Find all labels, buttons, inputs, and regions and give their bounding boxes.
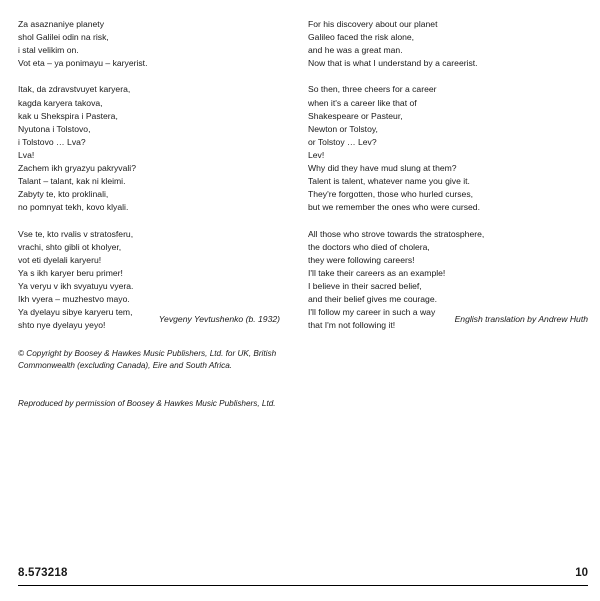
permission-notice: Reproduced by permission of Boosey & Hawkes Music Publishers, Ltd. bbox=[18, 399, 276, 408]
poem-line: Ya veryu v ikh svyatuyu vyera. bbox=[18, 280, 134, 291]
poem-line: I'll take their careers as an example! bbox=[308, 267, 446, 278]
poem-line: shto nye dyelayu yeyo! bbox=[18, 320, 106, 331]
poem-line: that I'm not following it! bbox=[308, 320, 396, 331]
poem-line: They're forgotten, those who hurled curses, bbox=[308, 189, 474, 200]
poem-line: Talent is talent, whatever name you give it. bbox=[308, 176, 470, 187]
author-attribution: Yevgeny Yevtushenko (b. 1932) bbox=[158, 314, 280, 324]
stanza bbox=[308, 83, 588, 214]
poem-line: they were following careers! bbox=[308, 254, 415, 265]
poem-line: I believe in their sacred belief, bbox=[308, 280, 422, 291]
poem-line: no pomnyat tekh, kovo klyali. bbox=[18, 202, 129, 213]
page-footer bbox=[0, 567, 600, 601]
poem-line: All those who strove towards the stratosphere, bbox=[308, 228, 485, 239]
poem-line: kak u Shekspira i Pastera, bbox=[18, 110, 118, 121]
footer-divider bbox=[18, 585, 588, 586]
poem-line: Ya s ikh karyer beru primer! bbox=[18, 267, 123, 278]
poem-line: Lva! bbox=[18, 149, 35, 160]
poem-line: Galileo faced the risk alone, bbox=[308, 32, 415, 43]
poem-line: i Tolstovo … Lva? bbox=[18, 136, 86, 147]
poem-line: Lev! bbox=[308, 149, 325, 160]
poem-line: Talant – talant, kak ni kleimi. bbox=[18, 176, 126, 187]
poem-line: For his discovery about our planet bbox=[308, 19, 438, 29]
poem-line: and he was a great man. bbox=[308, 45, 403, 56]
poem-line: and their belief gives me courage. bbox=[308, 293, 437, 304]
poem-line: Zachem ikh gryazyu pakryvali? bbox=[18, 163, 136, 174]
poem-line: or Tolstoy … Lev? bbox=[308, 136, 377, 147]
poem-line: shol Galilei odin na risk, bbox=[18, 32, 109, 43]
copyright-notice: © Copyright by Boosey & Hawkes Music Publishers, Ltd. for UK, British Commonwealth (excluding Canada), Eire and South Africa. bbox=[18, 349, 277, 371]
poem-line: Ikh vyera – muzhestvo mayo. bbox=[18, 293, 130, 304]
poem-line: i stal velikim on. bbox=[18, 45, 79, 56]
stanza bbox=[18, 18, 288, 70]
right-column-text bbox=[308, 18, 588, 345]
poem-line: but we remember the ones who were cursed. bbox=[308, 202, 480, 213]
poem-line: kagda karyera takova, bbox=[18, 97, 103, 108]
translator-attribution: English translation by Andrew Huth bbox=[454, 314, 588, 324]
left-column-text bbox=[18, 18, 288, 345]
poem-line: Newton or Tolstoy, bbox=[308, 123, 378, 134]
poem-line: vrachi, shto gibli ot kholyer, bbox=[18, 241, 122, 252]
poem-line: vot eti dyelali karyeru! bbox=[18, 254, 102, 265]
poem-line: Vse te, kto rvalis v stratosferu, bbox=[18, 228, 134, 239]
poem-line: Why did they have mud slung at them? bbox=[308, 163, 457, 174]
poem-line: Ya dyelayu sibye karyeru tem, bbox=[18, 307, 133, 318]
poem-line: when it's a career like that of bbox=[308, 97, 417, 108]
poem-line: So then, three cheers for a career bbox=[308, 84, 437, 95]
poem-line: Now that is what I understand by a careerist. bbox=[308, 58, 478, 69]
stanza bbox=[18, 83, 288, 214]
poem-line: I'll follow my career in such a way bbox=[308, 307, 436, 318]
page-number: 10 bbox=[575, 567, 588, 579]
poem-line: the doctors who died of cholera, bbox=[308, 241, 430, 252]
poem-line: Za asaznaniye planety bbox=[18, 19, 104, 29]
poem-line: Vot eta – ya ponimayu – karyerist. bbox=[18, 58, 148, 69]
catalogue-number: 8.573218 bbox=[18, 567, 68, 579]
stanza bbox=[308, 18, 588, 70]
poem-line: Shakespeare or Pasteur, bbox=[308, 110, 403, 121]
poem-line: Zabyty te, kto proklinali, bbox=[18, 189, 109, 200]
poem-line: Itak, da zdravstvuyet karyera, bbox=[18, 84, 131, 95]
poem-line: Nyutona i Tolstovo, bbox=[18, 123, 91, 134]
